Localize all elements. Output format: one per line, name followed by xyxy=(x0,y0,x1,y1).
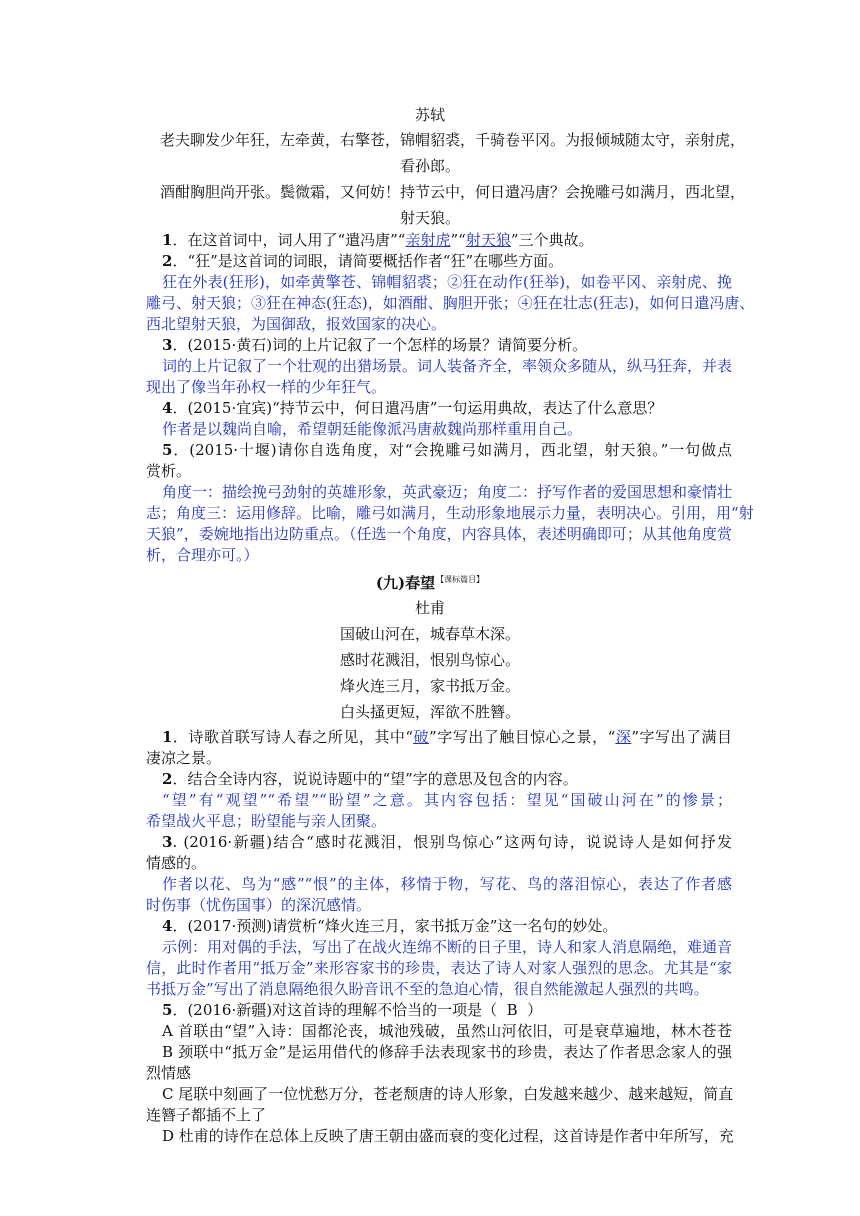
poem2-line: 感时花溅泪，恨别鸟惊心。 xyxy=(339,651,520,669)
question-4 xyxy=(162,398,662,418)
answer-line: “望”有“观望”“希望”“盼望”之意。其内容包括：望见“国破山河在”的惨景； xyxy=(162,791,732,809)
answer-line: 时伤事（忧伤国事）的深沉感情。 xyxy=(146,896,372,914)
poem2-line: 烽火连三月，家书抵万金。 xyxy=(339,677,520,695)
question-text: ．(2017·预测)请赏析“烽火连三月，家书抵万金”这一名句的妙处。 xyxy=(172,917,618,935)
question-number: 4 xyxy=(162,917,173,935)
answer-line: 角度一：描绘挽弓劲射的英雄形象，英武豪迈；角度二：抒写作者的爱国思想和豪情壮 xyxy=(162,483,733,501)
answer-line: 狂在外表(狂形)，如牵黄擎苍、锦帽貂裘；②狂在动作(狂举)，如卷平冈、亲射虎、挽 xyxy=(162,273,732,291)
question-text: 情感的。 xyxy=(146,854,207,872)
poem-question-4 xyxy=(162,916,617,936)
answer-line: 析，合理亦可。） xyxy=(146,546,259,564)
poem-question-1 xyxy=(162,727,732,747)
question-text: 赏析。 xyxy=(146,462,192,480)
answer-blank: 深 xyxy=(615,728,632,746)
answer-blank: 亲射虎 xyxy=(405,231,451,249)
question-number: 3 xyxy=(162,336,173,354)
question-text: ．在这首词中，词人用了“遣冯唐”“ xyxy=(172,231,406,249)
poem2-line: 白头搔更短，浑欲不胜簪。 xyxy=(339,703,520,721)
answer-line: 希望战火平息；盼望能与亲人团聚。 xyxy=(146,812,387,830)
answer-line: 词的上片记叙了一个壮观的出猎场景。词人装备齐全，率领众多随从，纵马狂奔，并表 xyxy=(162,357,733,375)
poem1-line1: 老夫聊发少年狂，左牵黄，右擎苍，锦帽貂裘，千骑卷平冈。为报倾城随太守，亲射虎， xyxy=(160,131,746,149)
answer-line: 现出了像当年孙权一样的少年狂气。 xyxy=(146,378,387,396)
poem-question-5 xyxy=(162,1000,542,1020)
question-number: 3 xyxy=(162,833,173,851)
question-text: 凄凉之景。 xyxy=(146,749,222,767)
answer-line: 示例：用对偶的手法，写出了在战火连绵不断的日子里，诗人和家人消息隔绝，难通音 xyxy=(162,938,733,956)
question-text: ”“ xyxy=(450,231,466,249)
question-text: ．(2015·十堰)请你自选角度，对“会挽雕弓如满月，西北望，射天狼。”一句做点 xyxy=(172,441,732,459)
option-b: B 颈联中“抵万金”是运用借代的修辞手法表现家书的珍贵，表达了作者思念家人的强 xyxy=(162,1043,732,1061)
poem1-line2: 酒酣胸胆尚开张。鬓微霜，又何妨！持节云中，何日遣冯唐？会挽雕弓如满月，西北望， xyxy=(160,183,746,201)
option-c: C 尾联中刻画了一位忧愁万分，苍老颓唐的诗人形象，白发越来越少、越来越短，简直 xyxy=(162,1085,734,1103)
question-number: 4 xyxy=(162,399,173,417)
question-2 xyxy=(162,251,563,271)
answer-line: 西北望射天狼，为国御敌，报效国家的决心。 xyxy=(146,315,447,333)
question-text: ”字写出了满目 xyxy=(631,728,732,746)
section-tag: 【课标篇目】 xyxy=(436,575,485,584)
poem1-author: 苏轼 xyxy=(414,106,445,124)
poem2-author: 杜甫 xyxy=(414,599,445,617)
question-text: ．(2015·宜宾)“持节云中，何日遣冯唐”一句运用典故，表达了什么意思？ xyxy=(172,399,663,417)
answer-line: 书抵万金”写出了消息隔绝很久盼音讯不至的急迫心情，很自然能激起人强烈的共鸣。 xyxy=(146,980,709,998)
question-text: . (2016·新疆)结合“感时花溅泪，恨别鸟惊心”这两句诗，说说诗人是如何抒发 xyxy=(172,833,732,851)
question-text: ） xyxy=(527,1001,543,1019)
option-c-cont: 连簪子都插不上了 xyxy=(146,1106,267,1124)
question-text: ”三个典故。 xyxy=(510,231,594,249)
poem-question-3 xyxy=(162,832,732,852)
answer-line: 雕弓、射天狼；③狂在神态(狂态)，如酒酣、胸胆开张；④狂在壮志(狂志)，如何日遣冯唐、 xyxy=(146,294,755,312)
answer-line: 作者以花、鸟为“感”“恨”的主体，移情于物，写花、鸟的落泪惊心，表达了作者感 xyxy=(162,875,732,893)
question-text: ”字写出了触目惊心之景，“ xyxy=(429,728,616,746)
answer-blank: 射天狼 xyxy=(465,231,511,249)
question-number: 2 xyxy=(162,252,173,270)
option-a: A 首联由“望”入诗：国都沦丧，城池残破，虽然山河依旧，可是衰草遍地，林木苍苍 xyxy=(162,1022,732,1040)
option-b-cont: 烈情感 xyxy=(146,1064,192,1082)
section-title xyxy=(0,570,860,593)
question-number: 2 xyxy=(162,770,173,788)
question-number: 5 xyxy=(162,441,173,459)
question-text: ．诗歌首联写诗人春之所见，其中“ xyxy=(172,728,414,746)
poem2-line: 国破山河在，城春草木深。 xyxy=(339,625,520,643)
poem1-line1b: 看孙郎。 xyxy=(399,157,460,175)
question-text: ．“狂”是这首词的词眼，请简要概括作者“狂”在哪些方面。 xyxy=(172,252,564,270)
question-text: ．(2016·新疆)对这首诗的理解不恰当的一项是（ xyxy=(172,1001,498,1019)
answer-line: 信，此时作者用“抵万金”来形容家书的珍贵，表达了诗人对家人强烈的思念。尤其是“家 xyxy=(146,959,732,977)
question-text: ．结合全诗内容，说说诗题中的“望”字的意思及包含的内容。 xyxy=(172,770,578,788)
question-number: 1 xyxy=(162,728,173,746)
answer-line: 天狼”，委婉地指出边防重点。（任选一个角度，内容具体，表述明确即可；从其他角度赏 xyxy=(146,525,732,543)
section-heading: (九)春望 xyxy=(375,574,436,592)
question-3 xyxy=(162,335,587,355)
poem-question-2 xyxy=(162,769,578,789)
question-5 xyxy=(162,440,732,460)
answer-line: 作者是以魏尚自喻，希望朝廷能像派冯唐赦魏尚那样重用自己。 xyxy=(162,420,583,438)
question-number: 1 xyxy=(162,231,173,249)
question-number: 5 xyxy=(162,1001,173,1019)
answer-blank: 破 xyxy=(413,728,430,746)
poem1-line2b: 射天狼。 xyxy=(399,209,460,227)
answer-line: 志；角度三：运用修辞。比喻，雕弓如满月，生动形象地展示力量，表明决心。引用，用“射 xyxy=(146,504,754,522)
answer-choice: B xyxy=(506,1001,518,1019)
option-d: D 杜甫的诗作在总体上反映了唐王朝由盛而衰的变化过程，这首诗是作者中年所写，充 xyxy=(162,1127,734,1145)
question-1 xyxy=(162,230,594,250)
question-text: ．(2015·黄石)词的上片记叙了一个怎样的场景？请简要分析。 xyxy=(172,336,588,354)
